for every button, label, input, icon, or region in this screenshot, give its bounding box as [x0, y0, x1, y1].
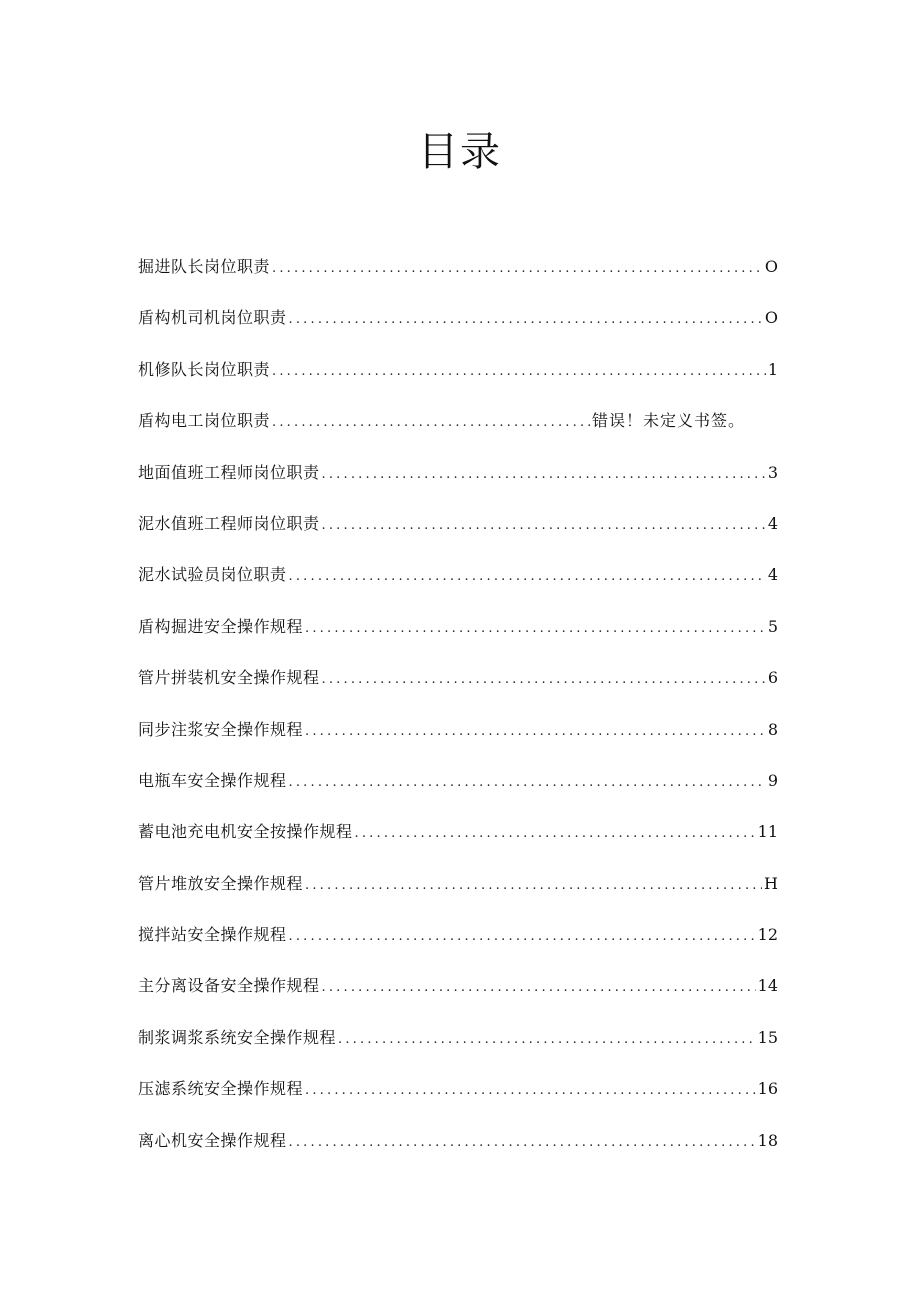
- toc-entry-label: 泥水值班工程师岗位职责: [138, 513, 320, 533]
- toc-entry[interactable]: [138, 764, 778, 815]
- toc-leader-dots: [305, 612, 766, 646]
- toc-leader-dots: [322, 663, 766, 697]
- toc-entry-label: 压滤系统安全操作规程: [138, 1079, 304, 1099]
- page-title: 目录: [418, 129, 502, 175]
- toc-entry[interactable]: [138, 404, 778, 455]
- toc-entry-label: 泥水试验员岗位职责: [138, 565, 287, 585]
- toc-entry-page: 5: [767, 616, 778, 636]
- toc-leader-dots: [355, 817, 756, 851]
- toc-entry-page: 4: [767, 565, 778, 585]
- toc-entry-page: 16: [757, 1079, 778, 1099]
- toc-entry-label: 掘进队长岗位职责: [138, 257, 271, 276]
- toc-entry[interactable]: [138, 507, 778, 558]
- toc-leader-dots: [289, 560, 766, 594]
- toc-entry-label: 主分离设备安全操作规程: [138, 976, 320, 996]
- toc-entry-page: O: [764, 257, 778, 276]
- toc-entry-page: 6: [767, 668, 778, 688]
- toc-entry-label: 电瓶车安全操作规程: [138, 770, 287, 790]
- toc-entry-label: 管片拼装机安全操作规程: [138, 668, 320, 688]
- toc-leader-dots: [289, 920, 756, 954]
- toc-entry-label: 盾构机司机岗位职责: [138, 308, 287, 328]
- toc-leader-dots: [272, 355, 766, 389]
- toc-entry[interactable]: [138, 610, 778, 661]
- toc-entry-page: 14: [757, 976, 778, 996]
- toc-entry[interactable]: [138, 301, 778, 352]
- toc-leader-dots: [289, 1126, 756, 1160]
- toc-entry[interactable]: [138, 918, 778, 969]
- toc-entry[interactable]: [138, 815, 778, 866]
- toc-entry-label: 搅拌站安全操作规程: [138, 925, 287, 945]
- toc-entry-label: 制浆调浆系统安全操作规程: [138, 1027, 337, 1047]
- toc-leader-dots: [272, 252, 763, 286]
- toc-entry-label: 盾构掘进安全操作规程: [138, 616, 304, 636]
- toc-entry-label: 地面值班工程师岗位职责: [138, 462, 320, 482]
- toc-entry-page: 8: [767, 719, 778, 739]
- toc-entry-page: 11: [757, 822, 778, 842]
- toc-entry-page: 1: [767, 359, 778, 379]
- toc-entry[interactable]: [138, 250, 778, 301]
- toc-entry[interactable]: [138, 353, 778, 404]
- toc-entry-page: 15: [757, 1027, 778, 1047]
- toc-entry-page: 9: [767, 770, 778, 790]
- toc-entry-page: 12: [757, 925, 778, 945]
- toc-entry[interactable]: [138, 558, 778, 609]
- toc-leader-dots: [305, 869, 762, 903]
- toc-entry-page: 4: [767, 513, 778, 533]
- toc-leader-dots: [305, 1074, 756, 1108]
- toc-leader-dots: [322, 971, 756, 1005]
- toc-entry[interactable]: [138, 969, 778, 1020]
- toc-entry-page: 18: [757, 1130, 778, 1150]
- toc-entry-page: H: [764, 873, 778, 893]
- toc-leader-dots: [305, 715, 766, 749]
- toc-entry[interactable]: [138, 867, 778, 918]
- toc-entry[interactable]: [138, 1021, 778, 1072]
- toc-entry[interactable]: [138, 456, 778, 507]
- toc-leader-dots: [322, 458, 766, 492]
- toc-leader-dots: [322, 509, 766, 543]
- toc-leader-dots: [338, 1023, 756, 1057]
- toc-entry-label: 同步注浆安全操作规程: [138, 719, 304, 739]
- toc-leader-dots: [289, 766, 766, 800]
- toc-entry-label: 盾构电工岗位职责: [138, 411, 271, 431]
- toc-entry[interactable]: [138, 1072, 778, 1123]
- toc-entry[interactable]: [138, 713, 778, 764]
- toc-entry-page: 3: [767, 462, 778, 482]
- table-of-contents: [138, 250, 778, 1175]
- toc-entry-page: 错误！未定义书签。: [592, 411, 746, 431]
- toc-entry-label: 机修队长岗位职责: [138, 359, 271, 379]
- toc-leader-dots: [289, 303, 763, 337]
- toc-entry-page: O: [764, 308, 778, 328]
- toc-entry-label: 管片堆放安全操作规程: [138, 873, 304, 893]
- toc-entry-label: 离心机安全操作规程: [138, 1130, 287, 1150]
- toc-entry[interactable]: [138, 1124, 778, 1175]
- toc-entry-label: 蓄电池充电机安全按操作规程: [138, 822, 353, 842]
- toc-leader-dots: [272, 406, 590, 440]
- toc-entry[interactable]: [138, 661, 778, 712]
